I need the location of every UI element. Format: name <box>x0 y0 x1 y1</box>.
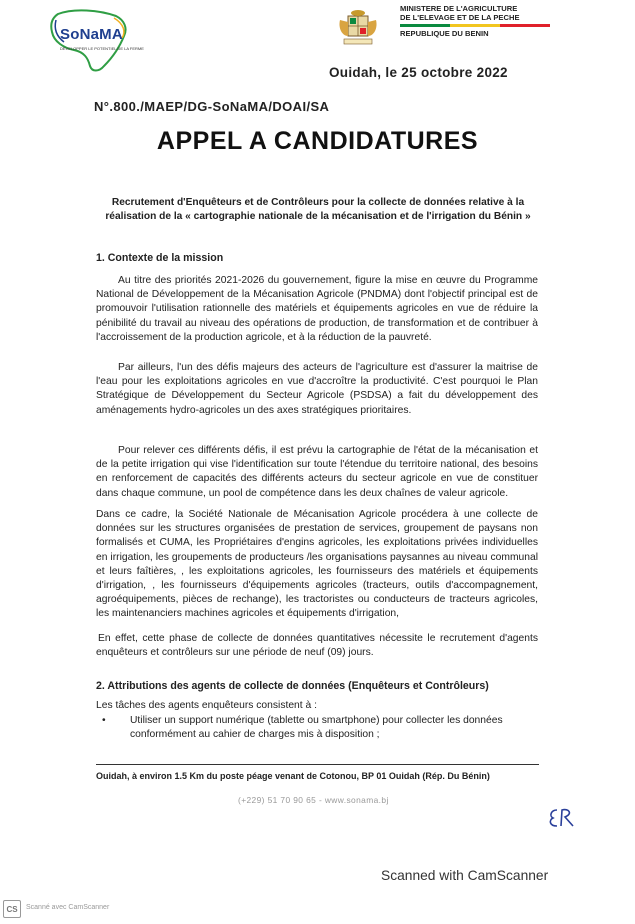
ministry-line3: REPUBLIQUE DU BENIN <box>400 29 489 38</box>
logo-name: SoNaMA <box>60 26 123 43</box>
footer-divider <box>96 764 539 765</box>
camscanner-icon: CS <box>3 900 21 918</box>
footer-address: Ouidah, à environ 1.5 Km du poste péage venant de Cotonou, BP 01 Ouidah (Rép. Du Bénin) <box>96 771 490 781</box>
section1-paragraph1: Au titre des priorités 2021-2026 du gouvernement, figure la mise en œuvre du Programme National de Développement de la Mécanisation Agricole (PNDMA) dont l'objectif principal est de promouvoir l'utilisation rationnelle des matériels et équipements agricoles en vue de réduire la pénibilité du travail au niveau des opérations de production, de transformation et de contribuer à l'accroissement de la production agricole, et à la réduction de la pauvreté. <box>96 275 538 343</box>
camscanner-footer-text: Scanné avec CamScanner <box>26 904 110 911</box>
section2-heading: 2. Attributions des agents de collecte de données (Enquêteurs et Contrôleurs) <box>96 680 489 692</box>
logo-tagline: DEVELOPPER LE POTENTIEL DE LA FERME <box>60 46 144 51</box>
section1-paragraph3: Pour relever ces différents défis, il est prévu la cartographie de l'état de la mécanisation et de la petite irrigation qui vise l'identification sur toute l'étendue du territoire national, des besoins en renforcement de capacités des différents acteurs du secteur agricole en vue de constituer dans chaque commune, un pool de compétence dans les deux chaînes de valeur agricole. <box>96 445 538 499</box>
flag-color-bar <box>400 24 550 27</box>
section1-heading: 1. Contexte de la mission <box>96 252 224 264</box>
ministry-line1: MINISTERE DE L'AGRICULTURE <box>400 4 518 13</box>
reference-number: N°.800./MAEP/DG-SoNaMA/DOAI/SA <box>94 99 330 114</box>
bullet-icon: • <box>102 715 106 726</box>
city-date: Ouidah, le 25 octobre 2022 <box>329 65 508 80</box>
document-subtitle: Recrutement d'Enquêteurs et de Contrôleurs pour la collecte de données relative à la réalisation de la « cartographie nationale de la mécanisation et de l'irrigation du Bénin » <box>105 197 531 222</box>
bullet-text: Utiliser un support numérique (tablette ou smartphone) pour collecter les données conformément au cahier de charges mis à disposition ; <box>130 715 503 740</box>
section1-paragraph4: Dans ce cadre, la Société Nationale de Mécanisation Agricole procédera à une collecte de données sur les structures organisées de prestation de services, groupement de paysans non formalisés et CUMA, les Propriétaires d'engins agricoles, les exploitations privées individuelles en irrigation, les groupements de producteurs /les organisations paysannes au niveau communal et leurs faîtières, , les exploitations agricoles, les fournisseurs des matériels et équipements d'irrigation, , les fournisseurs d'équipements agricoles (tracteurs, outils d'accompagnement, agroéquipements, pièces de rechange), les tractoristes ou conducteurs de tracteurs agricoles, les maintenanciers machines agricoles et équipements d'irrigation, <box>96 509 538 620</box>
section2-intro: Les tâches des agents enquêteurs consistent à : <box>96 700 317 711</box>
camscanner-footer-bar <box>0 899 635 924</box>
page-title: APPEL A CANDIDATURES <box>156 127 479 155</box>
sonama-logo <box>44 6 164 78</box>
ministry-header <box>400 4 550 38</box>
ministry-line2: DE L'ELEVAGE ET DE LA PECHE <box>400 13 520 22</box>
footer-contact: (+229) 51 70 90 65 - www.sonama.bj <box>238 795 389 805</box>
list-item <box>102 714 536 742</box>
section1-paragraph5: En effet, cette phase de collecte de données quantitatives nécessite le recrutement d'agents enquêteurs et contrôleurs sur une période de neuf (09) jours. <box>96 633 538 659</box>
benin-coat-of-arms-icon <box>334 8 382 48</box>
handwritten-initials-signature <box>547 804 577 830</box>
section1-paragraph2: Par ailleurs, l'un des défis majeurs des acteurs de l'agriculture est d'assurer la maitrise de l'eau pour les exploitations agricoles en vue d'accroître la productivité. C'est pourquoi le Plan Stratégique de Développement du Secteur Agricole (PSDSA) a fait du développement des aménagements hydro-agricoles un des axes stratégiques prioritaires. <box>96 362 538 416</box>
camscanner-watermark: Scanned with CamScanner <box>381 868 549 883</box>
